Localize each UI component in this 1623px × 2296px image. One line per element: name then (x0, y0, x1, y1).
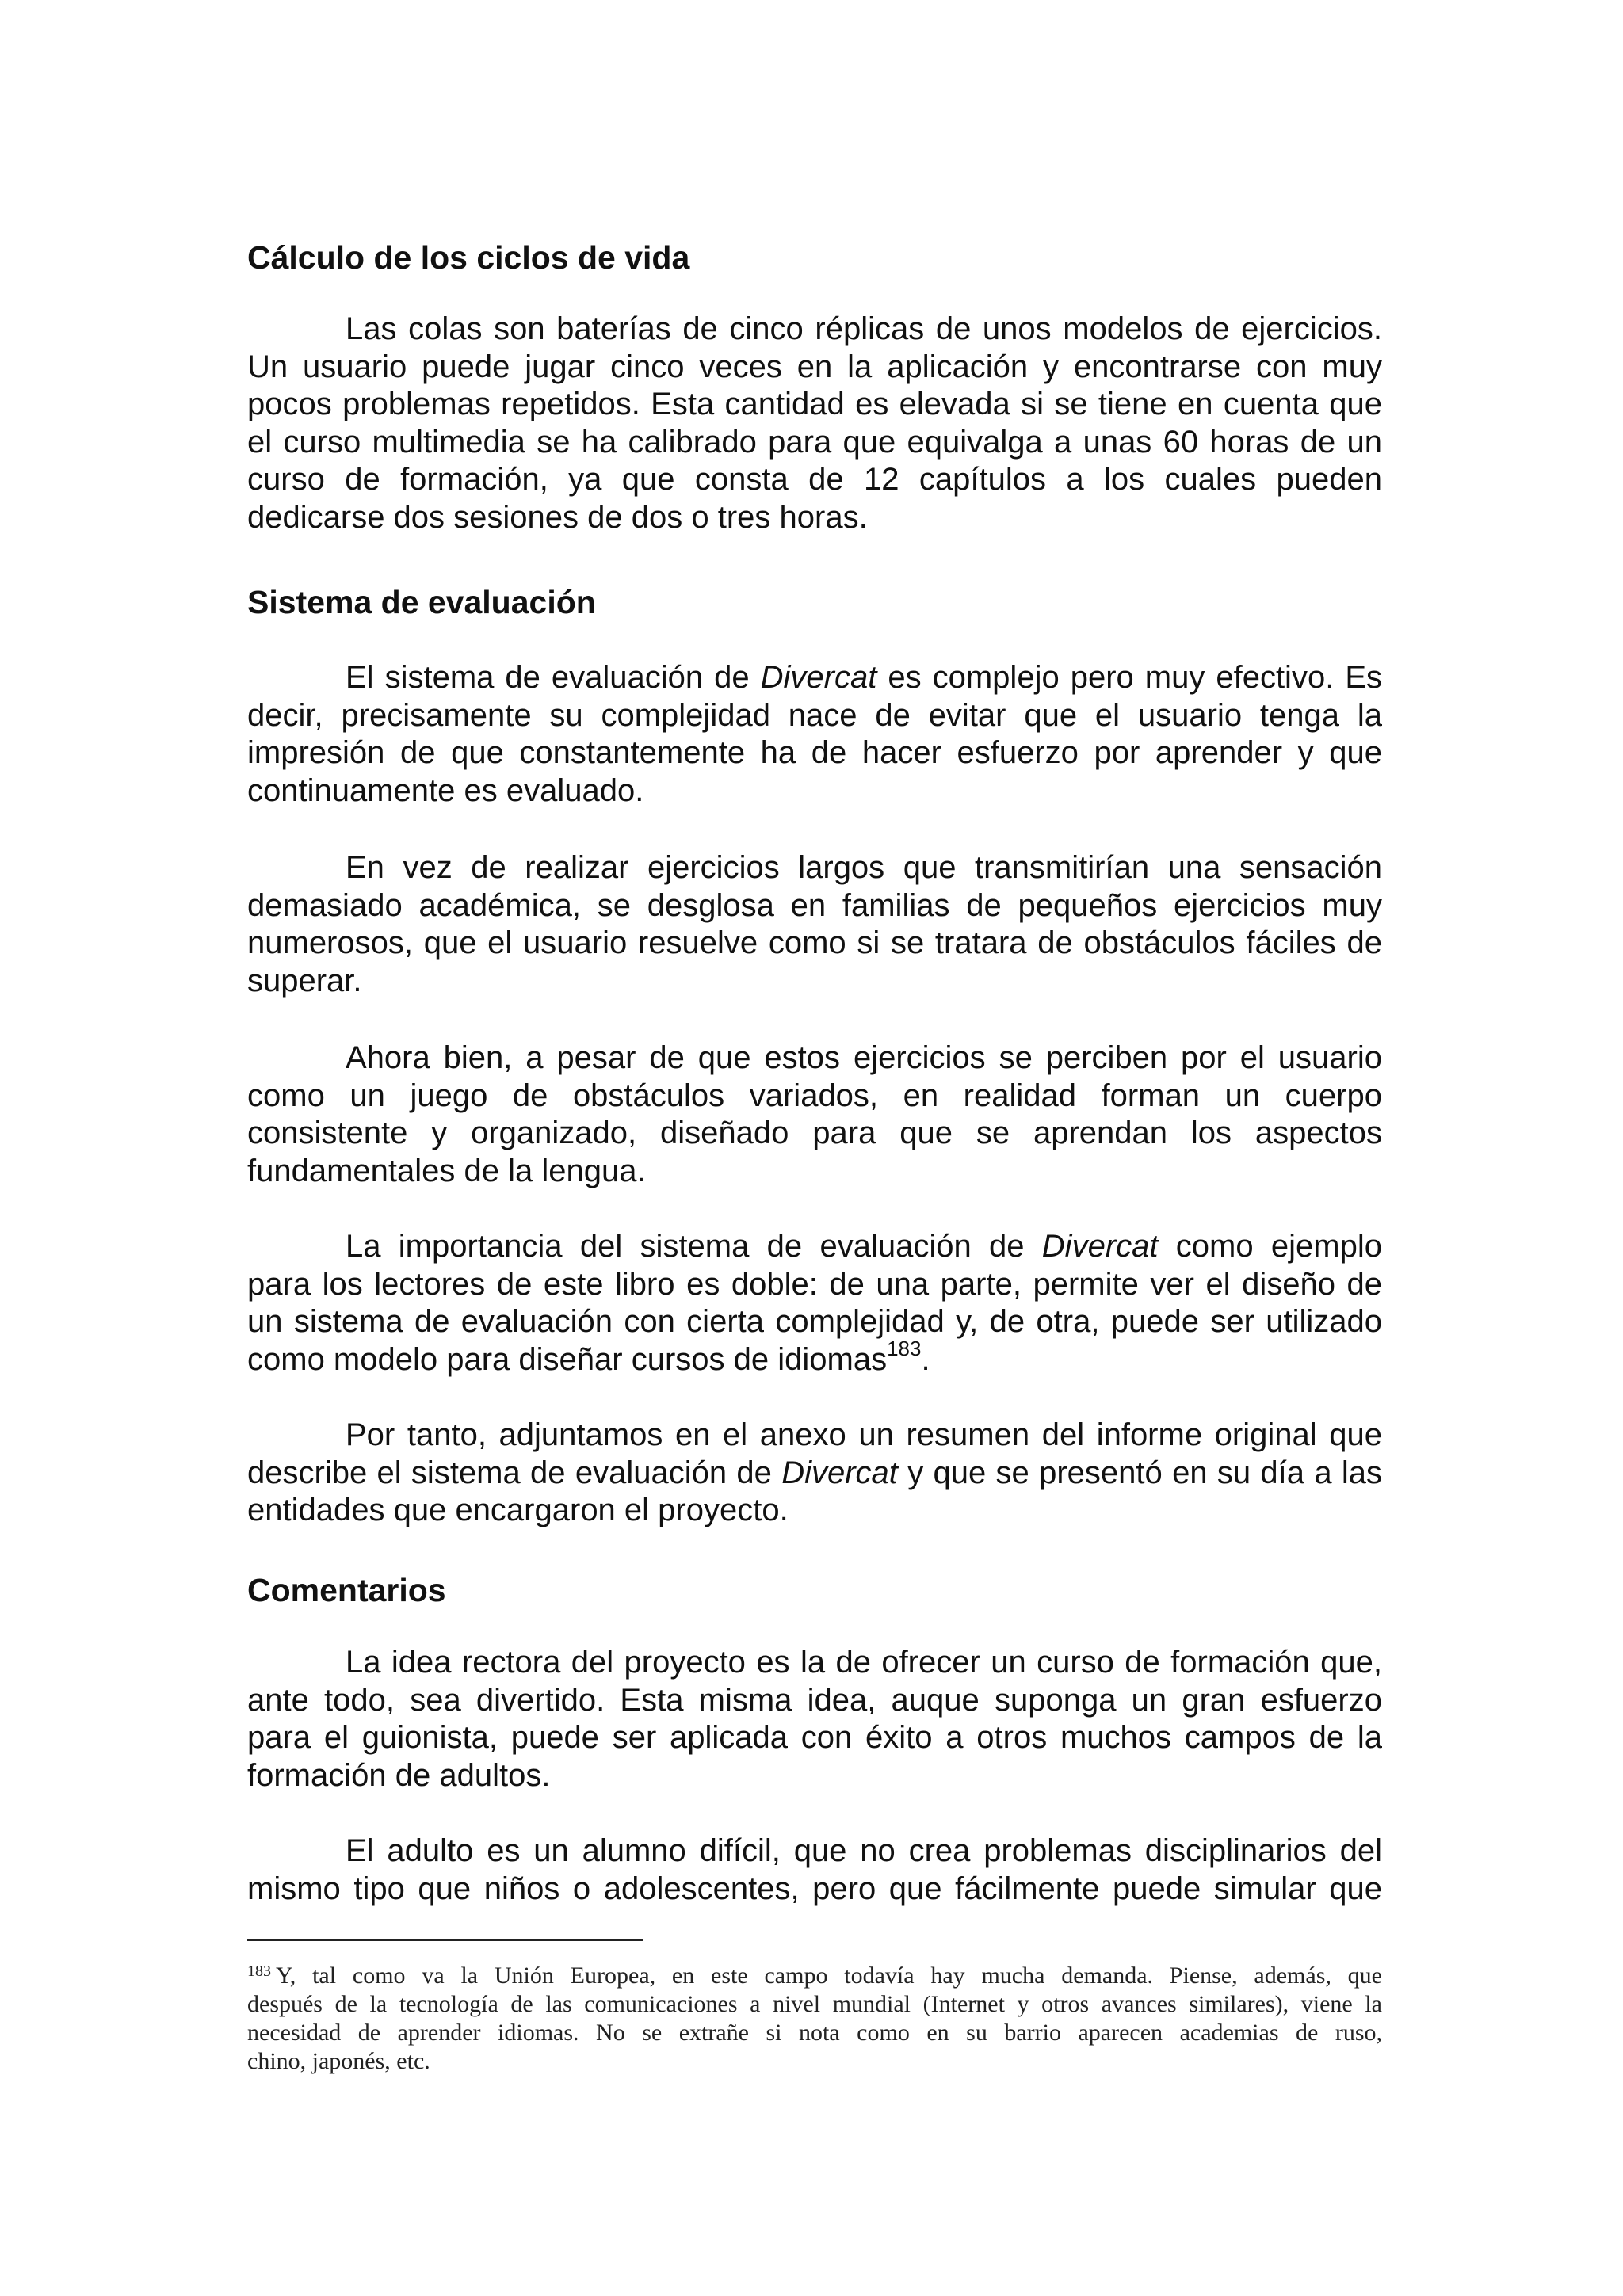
text-line: curso de formación, ya que consta de 12 capítulos a los cuales pueden (247, 462, 1382, 497)
footnote-line: $^{183}$ Y, tal como va la Unión Europea, en este campo todavía hay mucha demanda. Piense, además, que (247, 1962, 1382, 1989)
paragraph (247, 311, 1382, 536)
text-line: demasiado académica, se desglosa en familias de pequeños ejercicios muy (247, 887, 1382, 923)
footnote-line: necesidad de aprender idiomas. No se extrañe si nota como en su barrio aparecen academias de ruso, (247, 2019, 1382, 2046)
footnote-line: después de la tecnología de las comunicaciones a nivel mundial (Internet y otros avances similares), viene la (247, 1991, 1382, 2017)
text-line: Ahora bien, a pesar de que estos ejercicios se perciben por el usuario (346, 1040, 1382, 1075)
section-heading-calculo: Cálculo de los ciclos de vida (247, 239, 690, 276)
text-line: como modelo para diseñar cursos de idiomas$^{183}$. (247, 1336, 930, 1377)
text-line: para el guionista, puede ser aplicada con éxito a otros muchos campos de la (247, 1720, 1382, 1755)
footnote-number: 183 (247, 1962, 271, 1980)
italic-title: Divercat (781, 1455, 898, 1490)
text-line: impresión de que constantemente ha de hacer esfuerzo por aprender y que (247, 735, 1382, 770)
text-line: Las colas son baterías de cinco réplicas de unos modelos de ejercicios. (346, 311, 1382, 346)
italic-title: Divercat (1041, 1229, 1159, 1264)
text-line: un sistema de evaluación con cierta complejidad y, de otra, puede ser utilizado (247, 1304, 1382, 1339)
text-line: El sistema de evaluación de Divercat es complejo pero muy efectivo. Es (346, 660, 1382, 695)
text-line: formación de adultos. (247, 1757, 551, 1793)
text-line: continuamente es evaluado. (247, 772, 644, 808)
text-line: entidades que encargaron el proyecto. (247, 1493, 789, 1527)
paragraph (247, 849, 1382, 1000)
text-line: numerosos, que el usuario resuelve como si se tratara de obstáculos fáciles de (247, 925, 1382, 960)
text-line: El adulto es un alumno difícil, que no crea problemas disciplinarios del (346, 1833, 1382, 1868)
text-line: pocos problemas repetidos. Esta cantidad es elevada si se tiene en cuenta que (247, 387, 1382, 421)
text-line: consistente y organizado, diseñado para que se aprendan los aspectos (247, 1116, 1382, 1150)
text-line: En vez de realizar ejercicios largos que transmitirían una sensación (346, 850, 1382, 885)
paragraph (247, 1039, 1382, 1190)
text-line: el curso multimedia se ha calibrado para que equivalga a unas 60 horas de un (247, 424, 1382, 460)
footnote-separator (247, 1939, 643, 1941)
paragraph (247, 1228, 1382, 1379)
text-line: como un juego de obstáculos variados, en realidad forman un cuerpo (247, 1077, 1382, 1113)
text-line: fundamentales de la lengua. (247, 1153, 646, 1188)
text-line: para los lectores de este libro es doble: de una parte, permite ver el diseño de (247, 1266, 1382, 1302)
text-line: La idea rectora del proyecto es la de ofrecer un curso de formación que, (346, 1645, 1382, 1680)
section-heading-comentarios: Comentarios (247, 1572, 446, 1608)
paragraph (247, 1644, 1382, 1794)
footnote-reference[interactable]: 183 (887, 1336, 922, 1360)
text-line: describe el sistema de evaluación de Divercat y que se presentó en su día a las (247, 1455, 1383, 1490)
section-heading-sistema: Sistema de evaluación (247, 584, 596, 620)
text-line: ante todo, sea divertido. Esta misma idea, auque suponga un gran esfuerzo (247, 1682, 1382, 1718)
paragraph (247, 659, 1382, 810)
italic-title: Divercat (760, 660, 877, 695)
text-line: decir, precisamente su complejidad nace de evitar que el usuario tenga la (247, 697, 1382, 733)
text-line: dedicarse dos sesiones de dos o tres horas. (247, 499, 868, 535)
paragraph (247, 1833, 1382, 1908)
text-line: Por tanto, adjuntamos en el anexo un resumen del informe original que (346, 1417, 1382, 1452)
document-page (247, 0, 1382, 2296)
footnote-183 (247, 1957, 1382, 2076)
paragraph (247, 1417, 1382, 1530)
text-line: Un usuario puede jugar cinco veces en la aplicación y encontrarse con muy (247, 349, 1382, 384)
text-line: La importancia del sistema de evaluación de Divercat como ejemplo (346, 1229, 1382, 1264)
text-line: superar. (247, 963, 362, 998)
footnote-line: chino, japonés, etc. (247, 2048, 430, 2074)
text-line: mismo tipo que niños o adolescentes, pero que fácilmente puede simular que (247, 1871, 1382, 1906)
